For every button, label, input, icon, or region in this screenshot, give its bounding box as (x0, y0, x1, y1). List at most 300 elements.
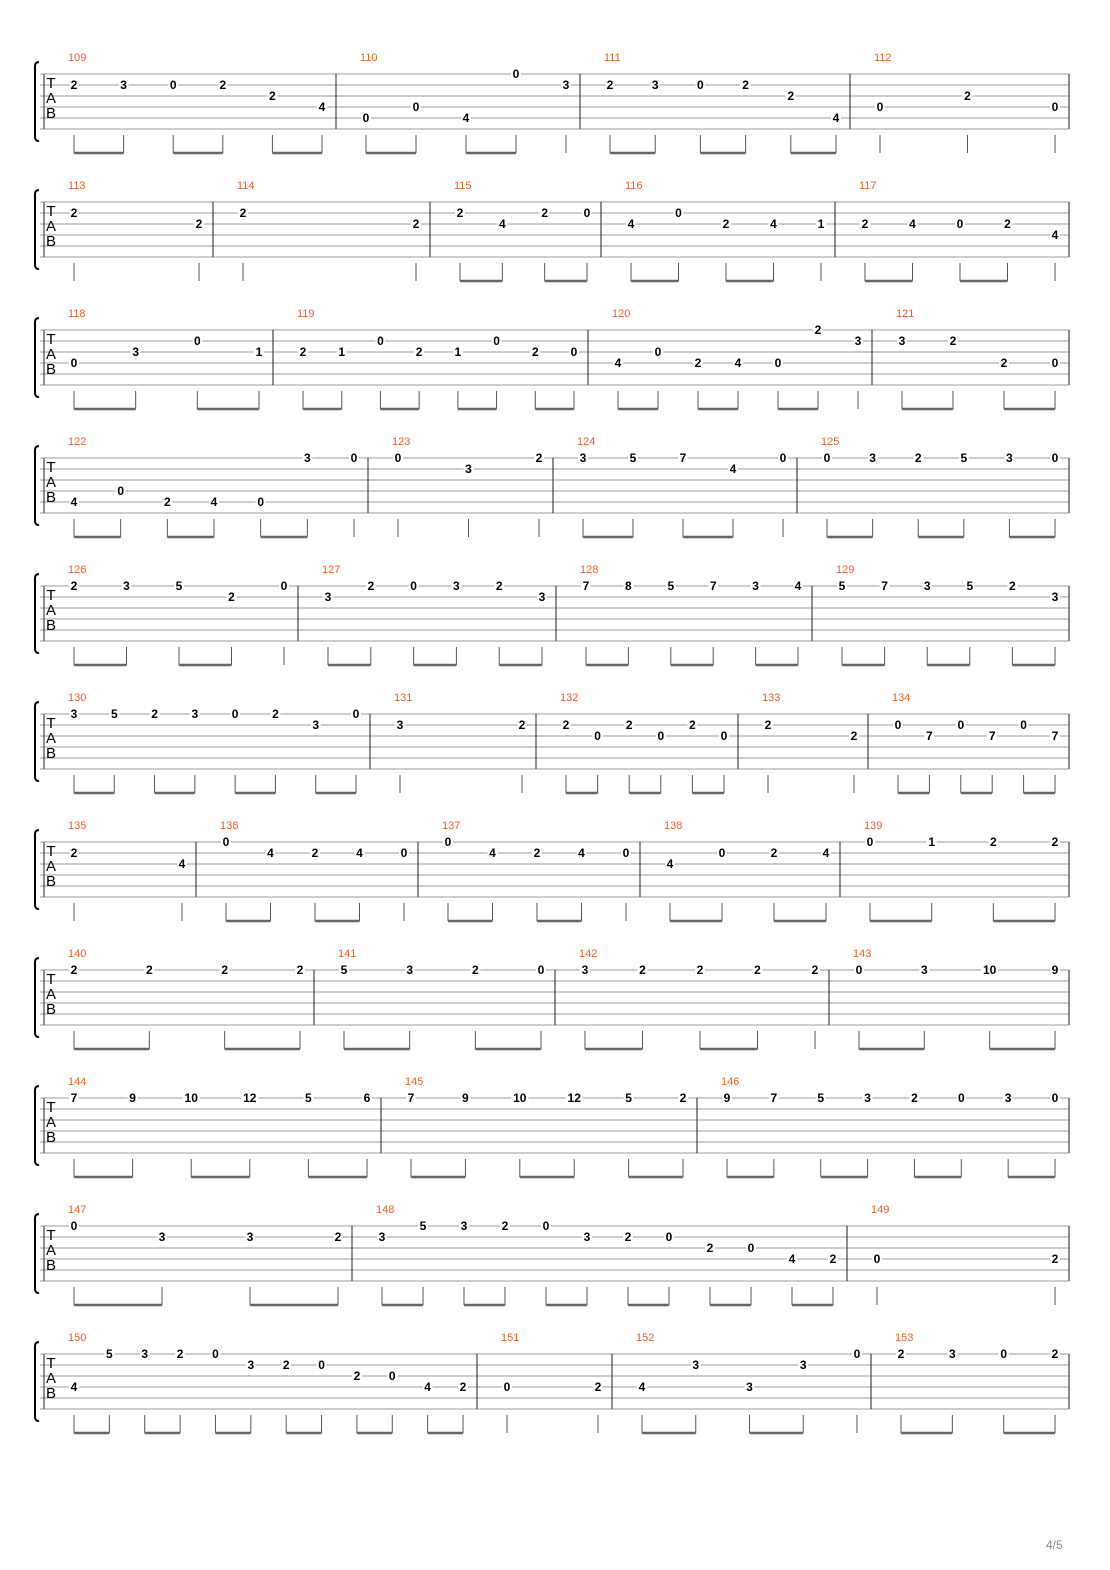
fret-number: 3 (923, 579, 931, 593)
fret-number: 7 (770, 1091, 778, 1105)
tab-system (35, 1076, 1069, 1177)
measure-number: 133 (762, 692, 781, 704)
measure (625, 180, 826, 281)
fret-number: 4 (666, 857, 674, 871)
fret-number: 0 (570, 345, 578, 359)
fret-number: 4 (356, 846, 363, 860)
fret-number: 0 (193, 334, 201, 348)
measure (68, 1076, 372, 1177)
measure (579, 948, 820, 1049)
fret-number: 4 (318, 100, 326, 114)
measure-number: 138 (664, 820, 683, 832)
measure-number: 111 (604, 52, 621, 64)
fret-number: 4 (638, 1380, 646, 1394)
fret-number: 3 (246, 1230, 254, 1244)
fret-number: 2 (353, 1369, 361, 1383)
system-bracket (35, 190, 39, 269)
tab-clef-letter: B (45, 489, 57, 506)
fret-number: 2 (70, 846, 78, 860)
fret-number: 2 (594, 1380, 602, 1394)
measure-number: 147 (68, 1204, 87, 1216)
fret-number: 7 (1051, 729, 1059, 743)
fret-number: 2 (70, 579, 78, 593)
fret-number: 0 (774, 356, 782, 370)
fret-number: 0 (720, 729, 728, 743)
fret-number: 3 (579, 451, 587, 465)
measure-number: 142 (579, 948, 598, 960)
fret-number: 0 (1051, 356, 1059, 370)
fret-number: 3 (396, 718, 404, 732)
system-bracket (35, 702, 39, 781)
fret-number: 2 (1051, 835, 1059, 849)
fret-number: 3 (123, 579, 130, 593)
fret-number: 9 (723, 1091, 731, 1105)
measure (68, 820, 187, 921)
measure-number: 110 (360, 52, 378, 64)
fret-number: 3 (920, 963, 928, 977)
tab-clef-letter: A (45, 1114, 57, 1131)
fret-number: 0 (512, 67, 520, 81)
fret-number: 5 (838, 579, 846, 593)
measure (871, 1204, 1060, 1305)
fret-number: 1 (338, 345, 346, 359)
tab-clef-letter: A (45, 90, 57, 107)
fret-number: 0 (537, 963, 545, 977)
fret-number: 2 (949, 334, 957, 348)
measure (892, 692, 1060, 793)
measure-number: 139 (864, 820, 883, 832)
fret-number: 4 (267, 846, 274, 860)
fret-number: 3 (799, 1358, 807, 1372)
measure (577, 436, 788, 537)
fret-number: 0 (542, 1219, 550, 1233)
tab-clef-letter: A (45, 1370, 57, 1387)
tab-clef-letter: B (45, 1001, 57, 1018)
fret-number: 2 (531, 345, 539, 359)
fret-number: 9 (462, 1091, 469, 1105)
tab-system (35, 1204, 1069, 1305)
tab-clef-letter: B (45, 1385, 57, 1402)
fret-number: 3 (692, 1358, 700, 1372)
fret-number: 0 (876, 100, 884, 114)
measure-number: 118 (68, 308, 86, 320)
fret-number: 2 (850, 729, 858, 743)
measure (68, 180, 204, 281)
tab-clef-letter: T (46, 715, 56, 732)
fret-number: 0 (352, 707, 360, 721)
measure-number: 143 (853, 948, 872, 960)
fret-number: 2 (239, 206, 247, 220)
fret-number: 0 (169, 78, 177, 92)
fret-number: 2 (367, 579, 375, 593)
measure-number: 130 (68, 692, 87, 704)
fret-number: 7 (70, 1091, 78, 1105)
system-bracket (35, 1214, 39, 1293)
fret-number: 5 (419, 1219, 427, 1233)
tab-clef-letter: T (46, 75, 56, 92)
fret-number: 0 (362, 111, 370, 125)
fret-number: 2 (471, 963, 479, 977)
tab-clef-letter: B (45, 1257, 57, 1274)
fret-number: 6 (363, 1091, 371, 1105)
fret-number: 5 (667, 579, 675, 593)
fret-number: 3 (460, 1219, 468, 1233)
fret-number: 7 (988, 729, 996, 743)
fret-number: 0 (718, 846, 726, 860)
fret-number: 0 (622, 846, 630, 860)
fret-number: 0 (1000, 1347, 1008, 1361)
fret-number: 12 (243, 1091, 257, 1105)
fret-number: 0 (855, 963, 863, 977)
fret-number: 7 (881, 579, 888, 593)
measure-number: 146 (721, 1076, 740, 1088)
tab-clef-letter: A (45, 346, 57, 363)
fret-number: 2 (1009, 579, 1016, 593)
fret-number: 3 (581, 963, 589, 977)
fret-number: 4 (734, 356, 742, 370)
measure (895, 1332, 1060, 1433)
fret-number: 0 (350, 451, 358, 465)
measure (68, 948, 305, 1049)
tab-clef-letter: A (45, 986, 57, 1003)
fret-number: 2 (897, 1347, 905, 1361)
tab-clef-letter: T (46, 1227, 56, 1244)
fret-number: 0 (873, 1252, 881, 1266)
fret-number: 5 (817, 1091, 825, 1105)
tab-clef-letter: B (45, 745, 57, 762)
fret-number: 0 (377, 334, 384, 348)
fret-number: 0 (280, 579, 288, 593)
measure-number: 121 (896, 308, 915, 320)
fret-number: 5 (966, 579, 974, 593)
fret-number: 2 (754, 963, 761, 977)
fret-number: 2 (533, 846, 541, 860)
fret-number: 3 (752, 579, 759, 593)
tab-clef-letter: A (45, 602, 57, 619)
fret-number: 10 (513, 1091, 527, 1105)
fret-number: 0 (866, 835, 874, 849)
fret-number: 3 (583, 1230, 591, 1244)
fret-number: 3 (70, 707, 78, 721)
system-bracket (35, 318, 39, 397)
fret-number: 2 (151, 707, 158, 721)
fret-number: 1 (454, 345, 462, 359)
fret-number: 0 (257, 495, 265, 509)
measure-number: 149 (871, 1204, 890, 1216)
tab-clef-letter: B (45, 105, 57, 122)
tab-clef-letter: T (46, 1355, 56, 1372)
fret-number: 2 (625, 718, 633, 732)
system-bracket (35, 1086, 39, 1165)
measure-number: 109 (68, 52, 87, 64)
measure-number: 120 (612, 308, 631, 320)
measure (821, 436, 1060, 537)
fret-number: 0 (493, 334, 500, 348)
fret-number: 0 (1051, 451, 1059, 465)
system-bracket (35, 446, 39, 525)
tab-clef-letter: B (45, 617, 57, 634)
measure (394, 692, 527, 793)
fret-number: 2 (272, 707, 279, 721)
measure-number: 115 (454, 180, 472, 192)
fret-number: 7 (679, 451, 687, 465)
fret-number: 10 (184, 1091, 198, 1105)
fret-number: 4 (1051, 228, 1059, 242)
fret-number: 4 (788, 1252, 796, 1266)
fret-number: 2 (696, 963, 704, 977)
measure (338, 948, 546, 1049)
fret-number: 2 (334, 1230, 342, 1244)
fret-number: 2 (694, 356, 702, 370)
fret-number: 0 (675, 206, 682, 220)
fret-number: 3 (312, 718, 320, 732)
system-bracket (35, 1342, 39, 1421)
measure-number: 124 (577, 436, 596, 448)
fret-number: 3 (324, 590, 332, 604)
fret-number: 2 (814, 323, 822, 337)
measure (853, 948, 1060, 1049)
measure-number: 117 (859, 180, 877, 192)
fret-number: 2 (679, 1091, 687, 1105)
tab-system (35, 180, 1069, 281)
measure (297, 308, 579, 409)
measure-number: 148 (376, 1204, 395, 1216)
fret-number: 0 (410, 579, 417, 593)
fret-number: 2 (296, 963, 304, 977)
measure-number: 119 (297, 308, 315, 320)
fret-number: 0 (583, 206, 591, 220)
fret-number: 2 (811, 963, 819, 977)
fret-number: 2 (456, 206, 464, 220)
fret-number: 3 (1006, 451, 1013, 465)
measure-number: 123 (392, 436, 411, 448)
fret-number: 2 (787, 89, 795, 103)
fret-number: 0 (957, 1091, 965, 1105)
fret-number: 0 (394, 451, 402, 465)
measure-number: 116 (625, 180, 643, 192)
measure (612, 308, 863, 409)
measure (442, 820, 631, 921)
measure-number: 122 (68, 436, 87, 448)
fret-number: 3 (465, 462, 472, 476)
fret-number: 0 (657, 729, 665, 743)
measure (68, 1332, 468, 1433)
fret-number: 2 (914, 451, 922, 465)
system-bracket (35, 958, 39, 1037)
measure-number: 131 (394, 692, 413, 704)
fret-number: 4 (729, 462, 737, 476)
fret-number: 2 (70, 206, 78, 220)
fret-number: 2 (541, 206, 549, 220)
tab-clef-letter: B (45, 233, 57, 250)
fret-number: 3 (132, 345, 140, 359)
measure-number: 132 (560, 692, 579, 704)
fret-number: 3 (538, 590, 546, 604)
fret-number: 3 (120, 78, 127, 92)
measure (68, 1204, 343, 1305)
measure (836, 564, 1060, 665)
fret-number: 0 (594, 729, 601, 743)
fret-number: 3 (1051, 590, 1059, 604)
fret-number: 2 (861, 217, 869, 231)
measure-number: 114 (237, 180, 255, 192)
page-number: 4/5 (1046, 1538, 1063, 1552)
fret-number: 2 (163, 495, 171, 509)
fret-number: 0 (231, 707, 239, 721)
fret-number: 0 (779, 451, 787, 465)
fret-number: 2 (624, 1230, 632, 1244)
fret-number: 2 (722, 217, 730, 231)
measure (664, 820, 831, 921)
fret-number: 0 (1051, 1091, 1059, 1105)
tab-system (35, 820, 1069, 921)
fret-number: 4 (462, 111, 470, 125)
fret-number: 2 (639, 963, 646, 977)
fret-number: 4 (614, 356, 622, 370)
system-bracket (35, 830, 39, 909)
measure-number: 128 (580, 564, 599, 576)
fret-number: 3 (378, 1230, 386, 1244)
measure-number: 126 (68, 564, 87, 576)
measure (454, 180, 592, 281)
tab-clef-letter: T (46, 587, 56, 604)
fret-number: 2 (412, 217, 420, 231)
fret-number: 2 (269, 89, 276, 103)
fret-number: 3 (158, 1230, 166, 1244)
fret-number: 2 (770, 846, 778, 860)
fret-number: 0 (70, 356, 78, 370)
measure-number: 134 (892, 692, 911, 704)
measure (360, 52, 571, 153)
fret-number: 3 (854, 334, 862, 348)
measure (68, 564, 289, 665)
fret-number: 2 (1051, 1252, 1059, 1266)
fret-number: 2 (145, 963, 153, 977)
measure-number: 137 (442, 820, 461, 832)
fret-number: 2 (459, 1380, 467, 1394)
fret-number: 2 (742, 78, 749, 92)
fret-number: 3 (141, 1347, 149, 1361)
tab-clef-letter: T (46, 331, 56, 348)
measure (604, 52, 841, 153)
fret-number: 7 (407, 1091, 415, 1105)
fret-number: 2 (195, 217, 203, 231)
measure (68, 52, 327, 153)
tab-clef-letter: A (45, 1242, 57, 1259)
fret-number: 0 (956, 217, 964, 231)
fret-number: 5 (340, 963, 348, 977)
fret-number: 5 (960, 451, 968, 465)
fret-number: 4 (70, 495, 78, 509)
fret-number: 0 (70, 1219, 78, 1233)
fret-number: 3 (1004, 1091, 1012, 1105)
fret-number: 0 (117, 484, 125, 498)
fret-number: 5 (629, 451, 637, 465)
fret-number: 4 (210, 495, 218, 509)
fret-number: 0 (318, 1358, 325, 1372)
fret-number: 4 (770, 217, 777, 231)
fret-number: 10 (982, 963, 997, 977)
fret-number: 2 (911, 1091, 918, 1105)
measure (762, 692, 859, 793)
fret-number: 0 (654, 345, 662, 359)
fret-number: 7 (709, 579, 717, 593)
fret-number: 3 (746, 1380, 753, 1394)
tab-clef-letter: A (45, 730, 57, 747)
fret-number: 5 (305, 1091, 312, 1105)
fret-number: 0 (222, 835, 230, 849)
measure (322, 564, 547, 665)
tab-clef-letter: B (45, 873, 57, 890)
fret-number: 3 (869, 451, 876, 465)
fret-number: 2 (964, 89, 971, 103)
fret-number: 3 (651, 78, 659, 92)
fret-number: 0 (823, 451, 831, 465)
fret-number: 8 (625, 579, 632, 593)
tab-system (35, 308, 1069, 409)
fret-number: 4 (70, 1380, 78, 1394)
fret-number: 2 (282, 1358, 290, 1372)
fret-number: 0 (388, 1369, 396, 1383)
tab-clef-letter: B (45, 361, 57, 378)
fret-number: 0 (853, 1347, 861, 1361)
fret-number: 2 (495, 579, 503, 593)
fret-number: 2 (311, 846, 319, 860)
measure (68, 308, 264, 409)
tab-clef-letter: A (45, 474, 57, 491)
fret-number: 2 (221, 963, 229, 977)
system-bracket (35, 574, 39, 653)
fret-number: 2 (228, 590, 235, 604)
measure (237, 180, 421, 281)
tab-system (35, 436, 1069, 537)
fret-number: 0 (412, 100, 420, 114)
measure-number: 136 (220, 820, 239, 832)
fret-number: 2 (764, 718, 772, 732)
tab-clef-letter: B (45, 1129, 57, 1146)
fret-number: 3 (898, 334, 906, 348)
fret-number: 2 (989, 835, 997, 849)
measure (874, 52, 1060, 153)
fret-number: 2 (706, 1241, 714, 1255)
fret-number: 0 (1020, 718, 1027, 732)
measure (560, 692, 729, 793)
measure (68, 436, 359, 537)
fret-number: 3 (191, 707, 199, 721)
fret-number: 0 (503, 1380, 511, 1394)
fret-number: 1 (255, 345, 263, 359)
measure-number: 113 (68, 180, 86, 192)
fret-number: 2 (176, 1347, 184, 1361)
fret-number: 0 (665, 1230, 673, 1244)
fret-number: 2 (70, 78, 78, 92)
fret-number: 3 (948, 1347, 956, 1361)
fret-number: 0 (957, 718, 965, 732)
fret-number: 7 (926, 729, 933, 743)
measure-number: 125 (821, 436, 840, 448)
measure-number: 112 (874, 52, 892, 64)
tab-clef-letter: T (46, 459, 56, 476)
measure-number: 145 (405, 1076, 424, 1088)
measure (405, 1076, 688, 1177)
fret-number: 0 (697, 78, 704, 92)
tab-system (35, 692, 1069, 793)
fret-number: 9 (1051, 963, 1059, 977)
tab-system (35, 1332, 1069, 1433)
fret-number: 3 (453, 579, 460, 593)
fret-number: 0 (212, 1347, 219, 1361)
fret-number: 0 (400, 846, 408, 860)
